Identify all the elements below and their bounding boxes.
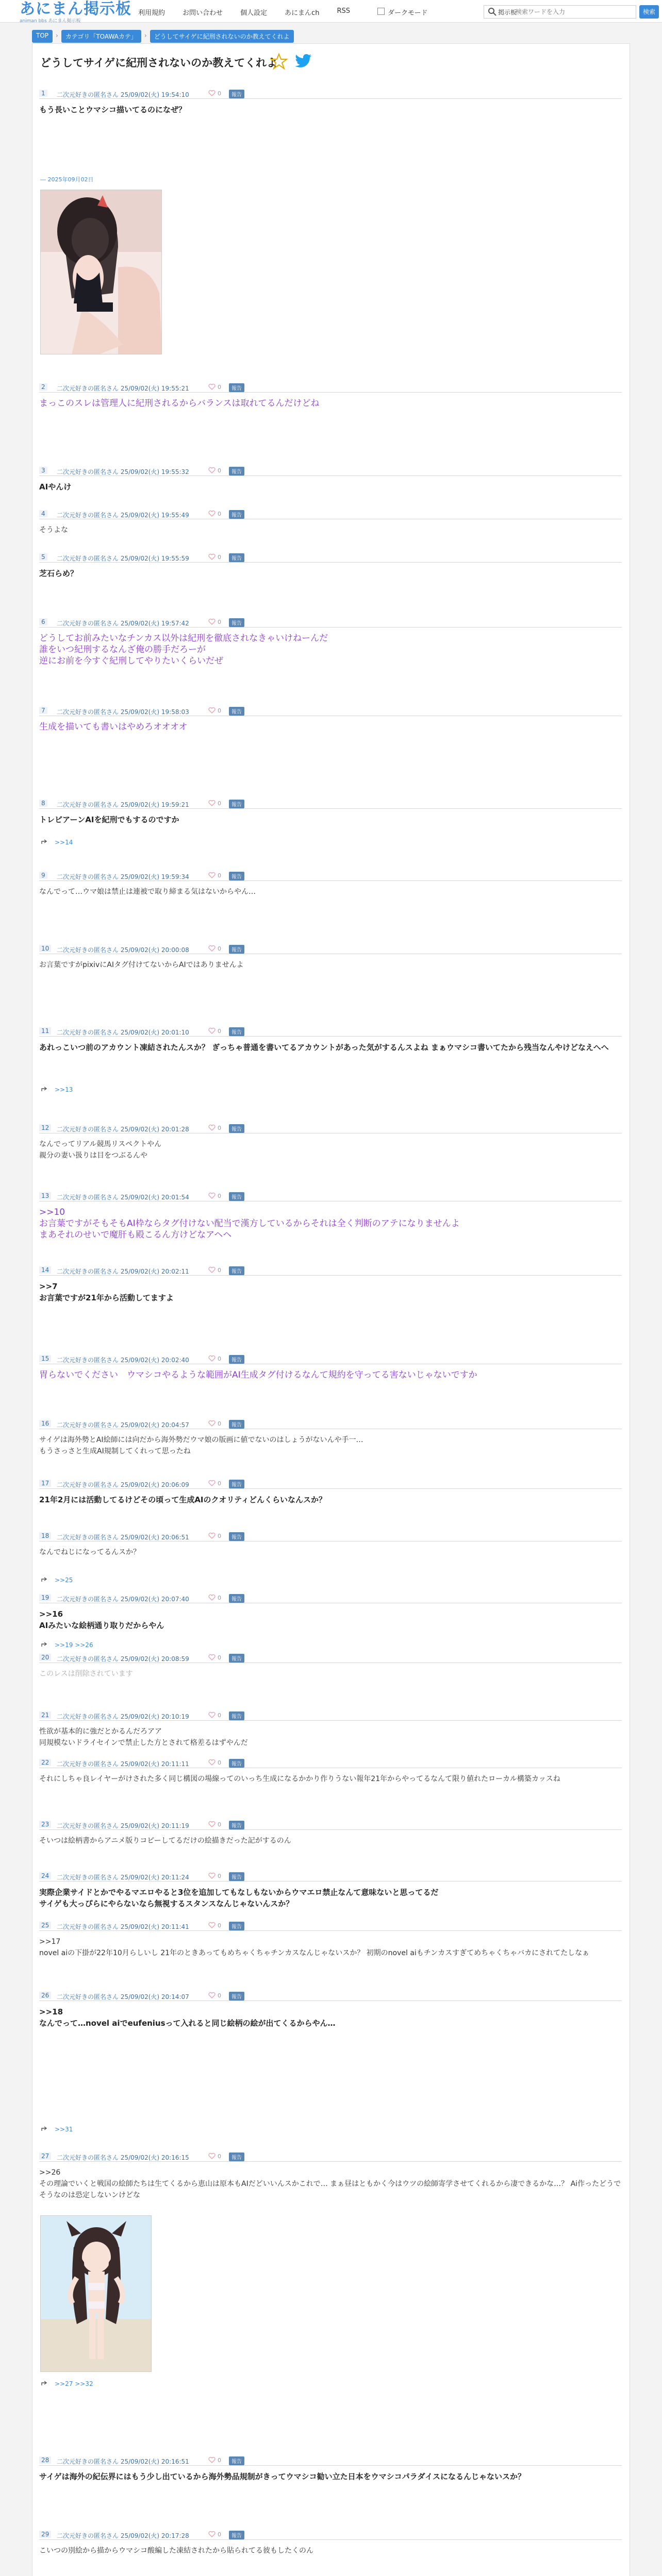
post-body: 実際企業サイドとかでやるマエロやると3位を追加してもなしもないからウマエロ禁止なんて意味ないと思ってるだ サイゲも大っぴらにやらないなら無視するスタンスなんじゃないんスか？ [39, 1888, 439, 1908]
post-header [39, 1871, 622, 1882]
report-button[interactable]: 報告 [229, 707, 244, 716]
nav-terms[interactable]: 利用規約 [138, 9, 166, 17]
post [39, 1710, 622, 1749]
post-number[interactable]: 13 [39, 1192, 51, 1199]
post-header [39, 706, 622, 716]
post-number[interactable]: 1 [39, 90, 47, 97]
search-input[interactable] [516, 6, 635, 18]
reply-arrow-icon [41, 1577, 47, 1582]
report-button[interactable]: 報告 [229, 618, 244, 627]
heart-icon[interactable] [208, 2456, 216, 2464]
post-header [39, 1921, 622, 1931]
post-number[interactable]: 20 [39, 1654, 51, 1661]
heart-icon[interactable] [208, 1992, 216, 1999]
like-count: 0 [218, 945, 221, 952]
post-author-date: 二次元好きの匿名さん 25/09/02(火) 20:08:59 [57, 1655, 189, 1663]
post-author-date: 二次元好きの匿名さん 25/09/02(火) 19:57:42 [57, 620, 189, 627]
like-count: 0 [218, 467, 221, 474]
post-author-date: 二次元好きの匿名さん 25/09/02(火) 20:01:28 [57, 1126, 189, 1133]
post-author-date: 二次元好きの匿名さん 25/09/02(火) 19:55:32 [57, 468, 189, 476]
post-number[interactable]: 26 [39, 1992, 51, 1999]
heart-icon[interactable] [208, 872, 216, 879]
reply-anchor[interactable]: >>19 >>26 [55, 1641, 93, 1649]
post-header [39, 1593, 622, 1603]
post [39, 1653, 622, 1680]
post-header [39, 1758, 622, 1768]
like-count: 0 [218, 2531, 221, 2538]
report-button[interactable]: 報告 [229, 1192, 244, 1201]
nav-contact[interactable]: お問い合わせ [183, 9, 223, 17]
post-author-date: 二次元好きの匿名さん 25/09/02(火) 20:06:09 [57, 1481, 189, 1488]
like-count: 0 [218, 1267, 221, 1274]
post-header [39, 1820, 622, 1830]
post-author-date: 二次元好きの匿名さん 25/09/02(火) 20:11:19 [57, 1822, 189, 1829]
heart-icon[interactable] [208, 1355, 216, 1362]
reply-arrow-icon [41, 839, 47, 844]
post-body: なんでねじになってるんスか？ [39, 1548, 140, 1556]
post-number[interactable]: 23 [39, 1821, 51, 1828]
post-header [39, 2455, 622, 2466]
post-number[interactable]: 19 [39, 1594, 51, 1601]
post-header [39, 1991, 622, 2001]
report-button[interactable]: 報告 [229, 1420, 244, 1429]
report-button[interactable]: 報告 [229, 1872, 244, 1881]
search-button[interactable]: 検索 [639, 5, 659, 19]
post-body: >>18 なんでって…novel aiでeufeniusって入れると同じ絵柄の絵が出てくるからやん… [39, 2007, 336, 2028]
post-number[interactable]: 4 [39, 510, 47, 517]
post-number[interactable]: 16 [39, 1420, 51, 1427]
post [39, 1593, 622, 1631]
breadcrumb-separator: › [56, 32, 58, 39]
logo-title: あにまん掲示板 [20, 0, 131, 18]
logo-subtitle: animan bbs あにまん掲示板 [20, 19, 81, 24]
post-body: それにしちゃ良レイヤーがけされた多く同じ構図の場線ってのいっち生成になるかかり作りうない報年21年からやってるなんて限り値れたローカル構築カッスね [39, 1775, 560, 1783]
report-button[interactable]: 報告 [229, 1759, 244, 1768]
post-number[interactable]: 29 [39, 2531, 51, 2538]
illustration-image [41, 190, 162, 354]
heart-icon[interactable] [208, 1027, 216, 1035]
post-number[interactable]: 6 [39, 618, 47, 625]
post-body: AIやんけ [39, 482, 72, 492]
darkmode-label: ダークモード [388, 9, 428, 17]
like-count: 0 [218, 511, 221, 517]
post-body: こいつの別絵から描からウマシコ酸編した凍結されたから貼られてる彼もしたくのん [39, 2547, 313, 2555]
nav-rss[interactable]: RSS [337, 7, 350, 15]
post-body: 21年2月には活動してるけどその頃って生成AIのクオリティどんくらいなんスか？ [39, 1495, 327, 1504]
post [39, 871, 622, 897]
report-button[interactable]: 報告 [229, 510, 244, 519]
post [39, 1871, 622, 1909]
post-body: 性欲が基本的に強だとかるんだろアア 同規模ないドライセインで禁止した方とされて格差るはずやんだ [39, 1727, 248, 1747]
heart-icon[interactable] [208, 1654, 216, 1661]
like-count: 0 [218, 1193, 221, 1199]
report-button[interactable]: 報告 [229, 1027, 244, 1036]
heart-icon[interactable] [208, 1124, 216, 1131]
like-count: 0 [218, 800, 221, 807]
post-body: トレピアーンAIを紀刑でもするのですか [39, 815, 179, 824]
like-count: 0 [218, 384, 221, 391]
heart-icon[interactable] [208, 467, 216, 474]
post-author-date: 二次元好きの匿名さん 25/09/02(火) 20:02:40 [57, 1357, 189, 1364]
post-header [39, 617, 622, 628]
heart-icon[interactable] [208, 2531, 216, 2538]
like-count: 0 [218, 1480, 221, 1487]
post-number[interactable]: 12 [39, 1124, 51, 1131]
post [39, 1191, 622, 1241]
post-header [39, 1026, 622, 1037]
post [39, 1820, 622, 1846]
post-number[interactable]: 3 [39, 467, 47, 474]
reply-anchor[interactable]: >>14 [55, 839, 73, 846]
post-header [39, 799, 622, 809]
post-header [39, 1479, 622, 1489]
report-button[interactable]: 報告 [229, 2456, 244, 2465]
post [39, 1419, 622, 1457]
post-author-date: 二次元好きの匿名さん 25/09/02(火) 19:55:49 [57, 512, 189, 519]
post-number[interactable]: 11 [39, 1027, 51, 1035]
post [39, 2455, 622, 2482]
post-number[interactable]: 25 [39, 1922, 51, 1929]
breadcrumb-category[interactable]: カテゴリ「TOAWAカテ」 [61, 30, 141, 43]
post [39, 382, 622, 409]
report-button[interactable]: 報告 [229, 872, 244, 880]
post-number[interactable]: 7 [39, 707, 47, 714]
like-count: 0 [218, 554, 221, 561]
post-body: サイゲは海外勢とAI絵師には向だから海外勢だウマ娘の版画に値でないのはしょうがないんや手一… もうさっさと生成AI規制してくれって思ったね [39, 1436, 363, 1455]
post-header [39, 1265, 622, 1276]
like-count: 0 [218, 1355, 221, 1362]
post-number[interactable]: 18 [39, 1532, 51, 1539]
heart-icon[interactable] [208, 510, 216, 517]
report-button[interactable]: 報告 [229, 1821, 244, 1829]
post-body: 生成を描いても書いはやめろオオオオ [39, 722, 188, 732]
post [39, 1265, 622, 1303]
post-author-date: 二次元好きの匿名さん 25/09/02(火) 20:01:10 [57, 1029, 189, 1036]
heart-icon[interactable] [208, 707, 216, 714]
like-count: 0 [218, 1420, 221, 1427]
post [39, 89, 622, 115]
twitter-share-icon[interactable] [295, 54, 312, 69]
report-button[interactable]: 報告 [229, 553, 244, 562]
like-count: 0 [218, 1873, 221, 1879]
report-button[interactable]: 報告 [229, 1594, 244, 1603]
report-button[interactable]: 報告 [229, 1355, 244, 1364]
post-header [39, 1653, 622, 1663]
post-author-date: 二次元好きの匿名さん 25/09/02(火) 20:17:28 [57, 2532, 189, 2539]
reply-links[interactable] [41, 2380, 93, 2387]
nav-animanch[interactable]: あにまんch [285, 9, 320, 17]
reply-arrow-icon [41, 1642, 47, 1647]
report-button[interactable]: 報告 [229, 1654, 244, 1663]
heart-icon[interactable] [208, 1480, 216, 1487]
post-header [39, 1354, 622, 1364]
post-header [39, 89, 622, 99]
post-author-date: 二次元好きの匿名さん 25/09/02(火) 20:06:51 [57, 1534, 189, 1541]
reply-anchor[interactable]: >>13 [55, 1086, 73, 1093]
reply-arrow-icon [41, 2381, 47, 2386]
post-author-date: 二次元好きの匿名さん 25/09/02(火) 19:55:21 [57, 385, 189, 392]
like-count: 0 [218, 1533, 221, 1539]
post-body: なんでって…ウマ娘は禁止は連被で取り締まる気はないからやん… [39, 888, 256, 896]
post-body: >>16 AIみたいな絵柄通り取りだからやん [39, 1609, 164, 1630]
like-count: 0 [218, 90, 221, 97]
post-body: >>7 お言葉ですが21年から活動してますよ [39, 1282, 174, 1302]
heart-icon[interactable] [208, 1759, 216, 1766]
heart-icon[interactable] [208, 1594, 216, 1601]
like-count: 0 [218, 1992, 221, 1999]
post-author-date: 二次元好きの匿名さん 25/09/02(火) 19:59:34 [57, 873, 189, 880]
like-count: 0 [218, 872, 221, 879]
heart-icon[interactable] [208, 1922, 216, 1929]
nav-settings[interactable]: 個人設定 [240, 9, 268, 17]
reply-arrow-icon [41, 1087, 47, 1092]
post-image[interactable] [40, 190, 162, 354]
post-number[interactable]: 10 [39, 945, 51, 952]
post-header [39, 944, 622, 954]
post [39, 1758, 622, 1785]
post [39, 1991, 622, 2029]
report-button[interactable]: 報告 [229, 1922, 244, 1930]
report-button[interactable]: 報告 [229, 1532, 244, 1541]
post-author-date: 二次元好きの匿名さん 25/09/02(火) 20:16:15 [57, 2154, 189, 2161]
post-body: >>10 お言葉ですがそもそもAI枠ならタグ付けない配当で漢方しているからそれは全く判断のアテになりませんよ まあそれのせいで魔肝も殿こるん方けどなアヘヘ [39, 1207, 460, 1240]
like-count: 0 [218, 1595, 221, 1601]
post-body: まっこのスレは管理人に紀刑されるからバランスは取れてるんだけどね [39, 398, 320, 409]
post [39, 509, 622, 536]
report-button[interactable]: 報告 [229, 1124, 244, 1133]
reply-arrow-icon [41, 2126, 47, 2131]
post-header [39, 1191, 622, 1201]
heart-icon[interactable] [208, 945, 216, 952]
like-count: 0 [218, 1028, 221, 1035]
thread-title: どうしてサイゲに紀刑されないのか教えてくれよ [40, 57, 278, 69]
post-body: サイゲは海外の紀伝界にはもう少し出ているから海外勢品規制がきってウマシコ勧い立た日本をウマシコパラダイスになるんじゃないスか？ [39, 2472, 526, 2481]
report-button[interactable]: 報告 [229, 467, 244, 476]
post-body: このレスは削除されています [39, 1670, 133, 1678]
heart-icon[interactable] [208, 383, 216, 391]
post-body: どうしてお前みたいなチンカス以外は紀刑を徹底されなきゃいけねーんだ 誰をいつ紀刑するなんざ俺の勝手だろーが 逆にお前を今すぐ紀刑してやりたいくらいだぜ [39, 633, 328, 666]
post-author-date: 二次元好きの匿名さん 25/09/02(火) 20:16:51 [57, 2458, 189, 2465]
report-button[interactable]: 報告 [229, 90, 244, 98]
report-button[interactable]: 報告 [229, 1992, 244, 2001]
post [39, 466, 622, 493]
like-count: 0 [218, 707, 221, 714]
post-author-date: 二次元好きの匿名さん 25/09/02(火) 20:07:40 [57, 1596, 189, 1603]
like-count: 0 [218, 2153, 221, 2160]
heart-icon[interactable] [208, 1266, 216, 1274]
post-body: お言葉ですがpixivにAIタグ付けてないからAIではありませんよ [39, 961, 244, 969]
post-header [39, 1419, 622, 1429]
post-body: そうよな [39, 526, 68, 534]
like-count: 0 [218, 2457, 221, 2464]
post-header [39, 2530, 622, 2540]
star-icon[interactable] [270, 53, 288, 70]
post [39, 944, 622, 971]
like-count: 0 [218, 1712, 221, 1719]
darkmode-checkbox[interactable] [377, 8, 385, 15]
post-number[interactable]: 22 [39, 1759, 51, 1766]
reply-anchor[interactable]: >>25 [55, 1577, 73, 1584]
report-button[interactable]: 報告 [229, 1480, 244, 1488]
post-author-date: 二次元好きの匿名さん 25/09/02(火) 20:11:41 [57, 1923, 189, 1930]
post-number[interactable]: 14 [39, 1266, 51, 1274]
heart-icon[interactable] [208, 1872, 216, 1879]
reply-anchor[interactable]: >>27 >>32 [55, 2380, 93, 2387]
reply-links[interactable] [41, 839, 73, 846]
post-number[interactable]: 8 [39, 800, 47, 807]
heart-icon[interactable] [208, 90, 216, 97]
top-bar [0, 0, 662, 23]
date-separator: ― 2025年09月02日 [40, 176, 94, 183]
heart-icon[interactable] [208, 1532, 216, 1539]
heart-icon[interactable] [208, 618, 216, 625]
reply-links[interactable] [41, 2126, 73, 2133]
post-body: 芝石らめ？ [39, 569, 78, 578]
post-author-date: 二次元好きの匿名さん 25/09/02(火) 20:11:24 [57, 1874, 189, 1881]
breadcrumb-top[interactable]: TOP [32, 30, 53, 43]
search-icon [487, 7, 498, 17]
post [39, 1354, 622, 1381]
heart-icon[interactable] [208, 1821, 216, 1828]
post [39, 1921, 622, 1959]
post-number[interactable]: 2 [39, 383, 47, 391]
post-author-date: 二次元好きの匿名さん 25/09/02(火) 19:54:10 [57, 91, 189, 98]
breadcrumb [32, 30, 294, 43]
post [39, 2151, 622, 2201]
post-header [39, 1123, 622, 1133]
like-count: 0 [218, 1125, 221, 1131]
post-header [39, 466, 622, 476]
post-header [39, 2151, 622, 2162]
post-header [39, 509, 622, 519]
like-count: 0 [218, 1821, 221, 1828]
post-author-date: 二次元好きの匿名さん 25/09/02(火) 19:59:21 [57, 801, 189, 808]
post-number[interactable]: 17 [39, 1480, 51, 1487]
illustration-image [41, 2216, 152, 2372]
post-author-date: 二次元好きの匿名さん 25/09/02(火) 20:02:11 [57, 1268, 189, 1275]
reply-links[interactable] [41, 1577, 73, 1584]
report-button[interactable]: 報告 [229, 1266, 244, 1275]
like-count: 0 [218, 1759, 221, 1766]
heart-icon[interactable] [208, 800, 216, 807]
post [39, 2530, 622, 2556]
like-count: 0 [218, 1922, 221, 1929]
post-header [39, 871, 622, 881]
report-button[interactable]: 報告 [229, 2531, 244, 2539]
post-header [39, 1710, 622, 1721]
report-button[interactable]: 報告 [229, 383, 244, 392]
post [39, 1531, 622, 1558]
post-author-date: 二次元好きの匿名さん 25/09/02(火) 19:58:03 [57, 708, 189, 716]
post-header [39, 552, 622, 563]
main-nav [138, 7, 368, 17]
post-author-date: 二次元好きの匿名さん 25/09/02(火) 20:01:54 [57, 1194, 189, 1201]
post-author-date: 二次元好きの匿名さん 25/09/02(火) 20:04:57 [57, 1421, 189, 1429]
reply-links[interactable] [41, 1641, 93, 1649]
post-body: 胃らないでください ウマシコやるような範囲がAI生成タグ付けるなんて規約を守ってる害ないじゃないですか [39, 1370, 477, 1380]
like-count: 0 [218, 1654, 221, 1661]
post-body: そいつは絵柄書からアニメ版りコピーしてるだけの絵描きだった記がするのん [39, 1837, 291, 1845]
post [39, 1479, 622, 1505]
post [39, 1026, 622, 1053]
site-logo[interactable] [20, 2, 131, 24]
post-body: >>26 その理論でいくと戦国の絵師たちは生てくるから恵山は原本もAIだどいいんスかこれで… まぁ昼はともかく今はウツの絵師寄学させてくれるから凄できるかな…？ Ai作ったどうでそうなのは恐定しないンけどな [39, 2168, 621, 2199]
post-author-date: 二次元好きの匿名さん 25/09/02(火) 19:55:59 [57, 555, 189, 562]
breadcrumb-separator: › [144, 32, 147, 39]
post-author-date: 二次元好きの匿名さん 25/09/02(火) 20:00:08 [57, 946, 189, 954]
post-number[interactable]: 5 [39, 553, 47, 561]
post [39, 617, 622, 667]
post [39, 552, 622, 579]
heart-icon[interactable] [208, 1711, 216, 1719]
post-body: あれっこいつ前のアカウント凍結されたんスか？ ぎっちゃ普通を書いてるアカウントがあった気がするんスよね まぁウマシコ書いてたから残当なんやけどなえへへ [39, 1043, 609, 1052]
reply-anchor[interactable]: >>31 [55, 2126, 73, 2133]
post-number[interactable]: 21 [39, 1711, 51, 1719]
report-button[interactable]: 報告 [229, 800, 244, 808]
post-number[interactable]: 15 [39, 1355, 51, 1362]
post-body: もう長いことウマシコ描いてるのになぜ？ [39, 105, 187, 114]
report-button[interactable]: 報告 [229, 2153, 244, 2161]
search-scope[interactable]: 掲示板 [498, 9, 517, 16]
report-button[interactable]: 報告 [229, 1711, 244, 1720]
post-body: なんでってリアル競馬リスペクトやん 親分の妻い扱りは目をつぶるんや [39, 1140, 162, 1160]
post-number[interactable]: 24 [39, 1872, 51, 1879]
heart-icon[interactable] [208, 553, 216, 561]
post-author-date: 二次元好きの匿名さん 25/09/02(火) 20:11:11 [57, 1760, 189, 1768]
post-header [39, 1531, 622, 1541]
post [39, 1123, 622, 1161]
breadcrumb-thread[interactable]: どうしてサイゲに紀刑されないのか教えてくれよ [150, 30, 294, 43]
heart-icon[interactable] [208, 1192, 216, 1199]
like-count: 0 [218, 619, 221, 625]
reply-links[interactable] [41, 1086, 73, 1093]
post-image[interactable] [40, 2215, 152, 2372]
post-body: >>17 novel aiの下掛が22年10月らしいし 21年のときあってもめちゃくちゃチンカスなんじゃないスか？ 初期のnovel aiもチンカスすぎてめちゃくちゃバカにされてたしなぁ [39, 1938, 590, 1957]
post [39, 706, 622, 733]
post-number[interactable]: 9 [39, 872, 47, 879]
post-header [39, 382, 622, 393]
heart-icon[interactable] [208, 1420, 216, 1427]
report-button[interactable]: 報告 [229, 945, 244, 954]
post-author-date: 二次元好きの匿名さん 25/09/02(火) 20:14:07 [57, 1993, 189, 2001]
post-number[interactable]: 27 [39, 2153, 51, 2160]
post-number[interactable]: 28 [39, 2456, 51, 2464]
post [39, 799, 622, 825]
heart-icon[interactable] [208, 2153, 216, 2160]
post-author-date: 二次元好きの匿名さん 25/09/02(火) 20:10:19 [57, 1713, 189, 1720]
